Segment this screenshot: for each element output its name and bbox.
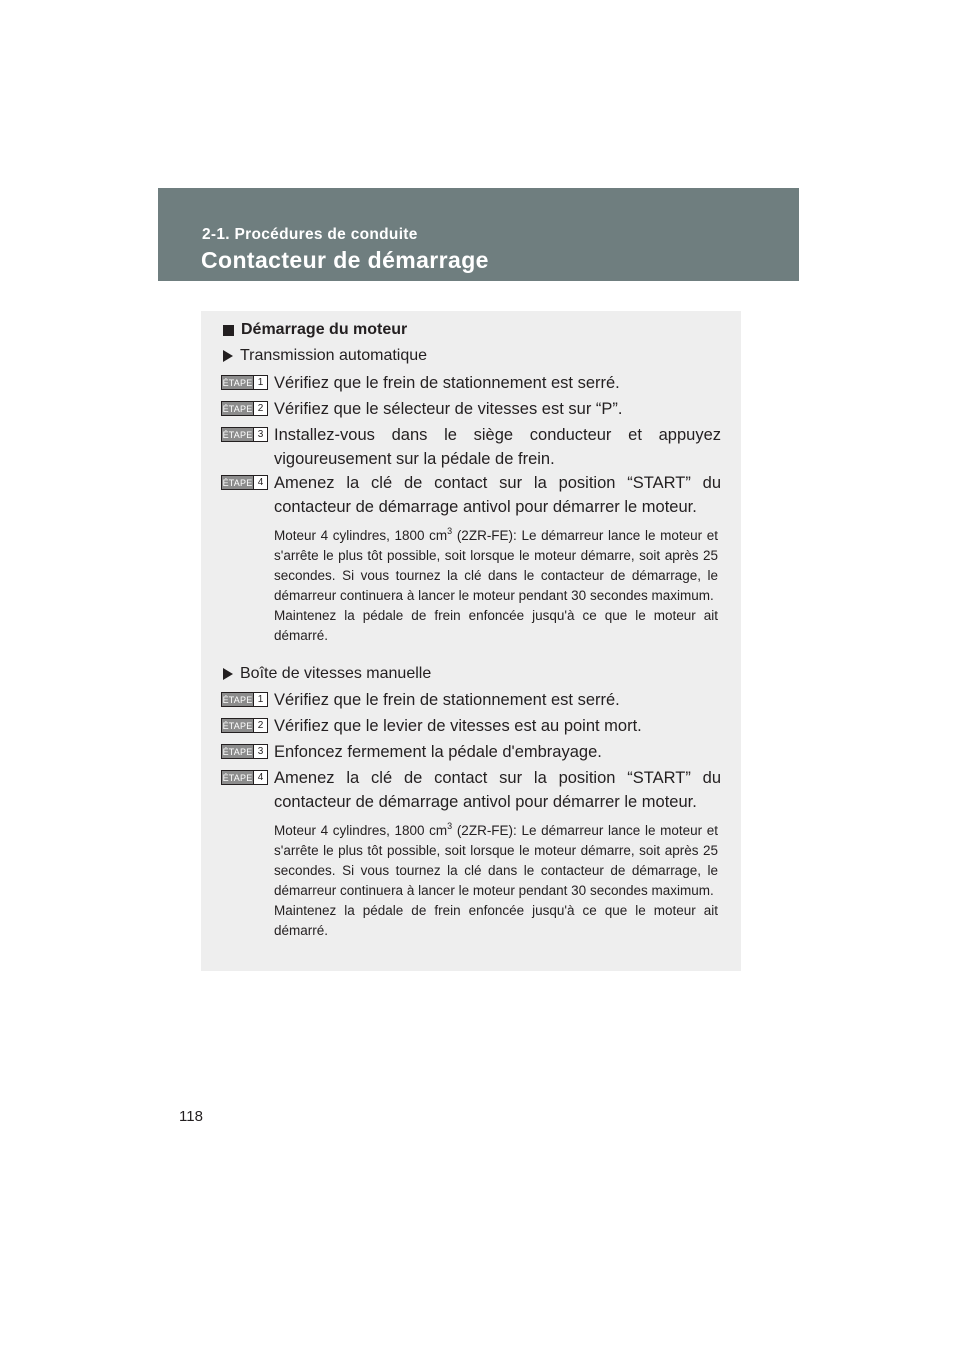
note-manual	[274, 816, 718, 941]
step-badge	[221, 375, 268, 390]
note-superscript: 3	[447, 526, 453, 536]
step-badge	[221, 692, 268, 707]
section-heading-text: Démarrage du moteur	[241, 321, 408, 338]
step-text: Vérifiez que le frein de stationnement est serré.	[274, 374, 620, 392]
step-badge-label: ÉTAPE	[222, 403, 253, 414]
step-manual-1	[221, 688, 721, 712]
square-bullet-icon	[223, 325, 234, 336]
step-badge-number: 4	[253, 476, 267, 489]
step-badge-number: 4	[253, 771, 267, 784]
step-auto-1	[221, 371, 721, 395]
step-badge	[221, 401, 268, 416]
step-badge-number: 2	[253, 719, 267, 732]
note-paragraph	[274, 521, 718, 606]
note-paragraph: Maintenez la pédale de frein enfoncée jusqu'à ce que le moteur ait démarré.	[274, 608, 718, 643]
step-auto-4	[221, 471, 721, 519]
step-text: Vérifiez que le frein de stationnement est serré.	[274, 691, 620, 709]
note-automatic	[274, 521, 718, 646]
step-text: Enfoncez fermement la pédale d'embrayage.	[274, 743, 602, 761]
step-badge-number: 1	[253, 376, 267, 389]
step-manual-3	[221, 740, 721, 764]
step-badge-label: ÉTAPE	[222, 772, 253, 783]
section-title: 2-1. Procédures de conduite	[202, 226, 418, 243]
step-auto-2	[221, 397, 721, 421]
header-bar	[158, 188, 799, 281]
step-badge	[221, 475, 268, 490]
step-badge-label: ÉTAPE	[222, 720, 253, 731]
step-badge	[221, 744, 268, 759]
note-text: (2ZR-FE): Le démarreur lance le moteur et s'arrête le plus tôt possible, soit lorsque le moteur démarre, soit après 25 secondes. Si vous tournez la clé dans le contacteur de démarrage, le démarreur continuera à lancer le moteur pendant 30 secondes maximum.	[274, 823, 719, 898]
step-text: Amenez la clé de contact sur la position “START” du contacteur de démarrage antivol pour démarrer le moteur.	[274, 474, 721, 516]
step-badge-label: ÉTAPE	[222, 746, 253, 757]
step-text: Amenez la clé de contact sur la position “START” du contacteur de démarrage antivol pour démarrer le moteur.	[274, 769, 721, 811]
subheading-automatic-text: Transmission automatique	[240, 347, 428, 364]
note-paragraph: Maintenez la pédale de frein enfoncée jusqu'à ce que le moteur ait démarré.	[274, 903, 718, 938]
note-paragraph	[274, 816, 718, 901]
subheading-automatic	[223, 347, 427, 365]
subheading-manual	[223, 665, 431, 683]
step-badge	[221, 770, 268, 785]
step-manual-4	[221, 766, 721, 814]
triangle-bullet-icon	[223, 668, 233, 680]
step-badge-label: ÉTAPE	[222, 377, 253, 388]
step-badge-label: ÉTAPE	[222, 429, 253, 440]
page-title: Contacteur de démarrage	[201, 247, 489, 273]
note-superscript: 3	[447, 821, 453, 831]
step-badge	[221, 427, 268, 442]
step-text: Vérifiez que le sélecteur de vitesses est sur “P”.	[274, 400, 623, 418]
step-badge-label: ÉTAPE	[222, 477, 253, 488]
content-box	[201, 311, 741, 971]
step-text: Installez-vous dans le siège conducteur et appuyez vigoureusement sur la pédale de frein.	[274, 426, 721, 468]
step-badge-number: 3	[253, 428, 267, 441]
step-text: Vérifiez que le levier de vitesses est au point mort.	[274, 717, 642, 735]
step-badge	[221, 718, 268, 733]
step-manual-2	[221, 714, 721, 738]
subheading-manual-text: Boîte de vitesses manuelle	[240, 665, 432, 682]
step-badge-number: 2	[253, 402, 267, 415]
note-text: Moteur 4 cylindres, 1800 cm	[274, 823, 448, 838]
step-auto-3	[221, 423, 721, 471]
section-heading	[223, 321, 407, 339]
step-badge-label: ÉTAPE	[222, 694, 253, 705]
note-text: Moteur 4 cylindres, 1800 cm	[274, 528, 448, 543]
page-number: 118	[179, 1108, 203, 1125]
triangle-bullet-icon	[223, 350, 233, 362]
step-badge-number: 3	[253, 745, 267, 758]
note-text: (2ZR-FE): Le démarreur lance le moteur et s'arrête le plus tôt possible, soit lorsque le moteur démarre, soit après 25 secondes. Si vous tournez la clé dans le contacteur de démarrage, le démarreur continuera à lancer le moteur pendant 30 secondes maximum.	[274, 528, 719, 603]
step-badge-number: 1	[253, 693, 267, 706]
